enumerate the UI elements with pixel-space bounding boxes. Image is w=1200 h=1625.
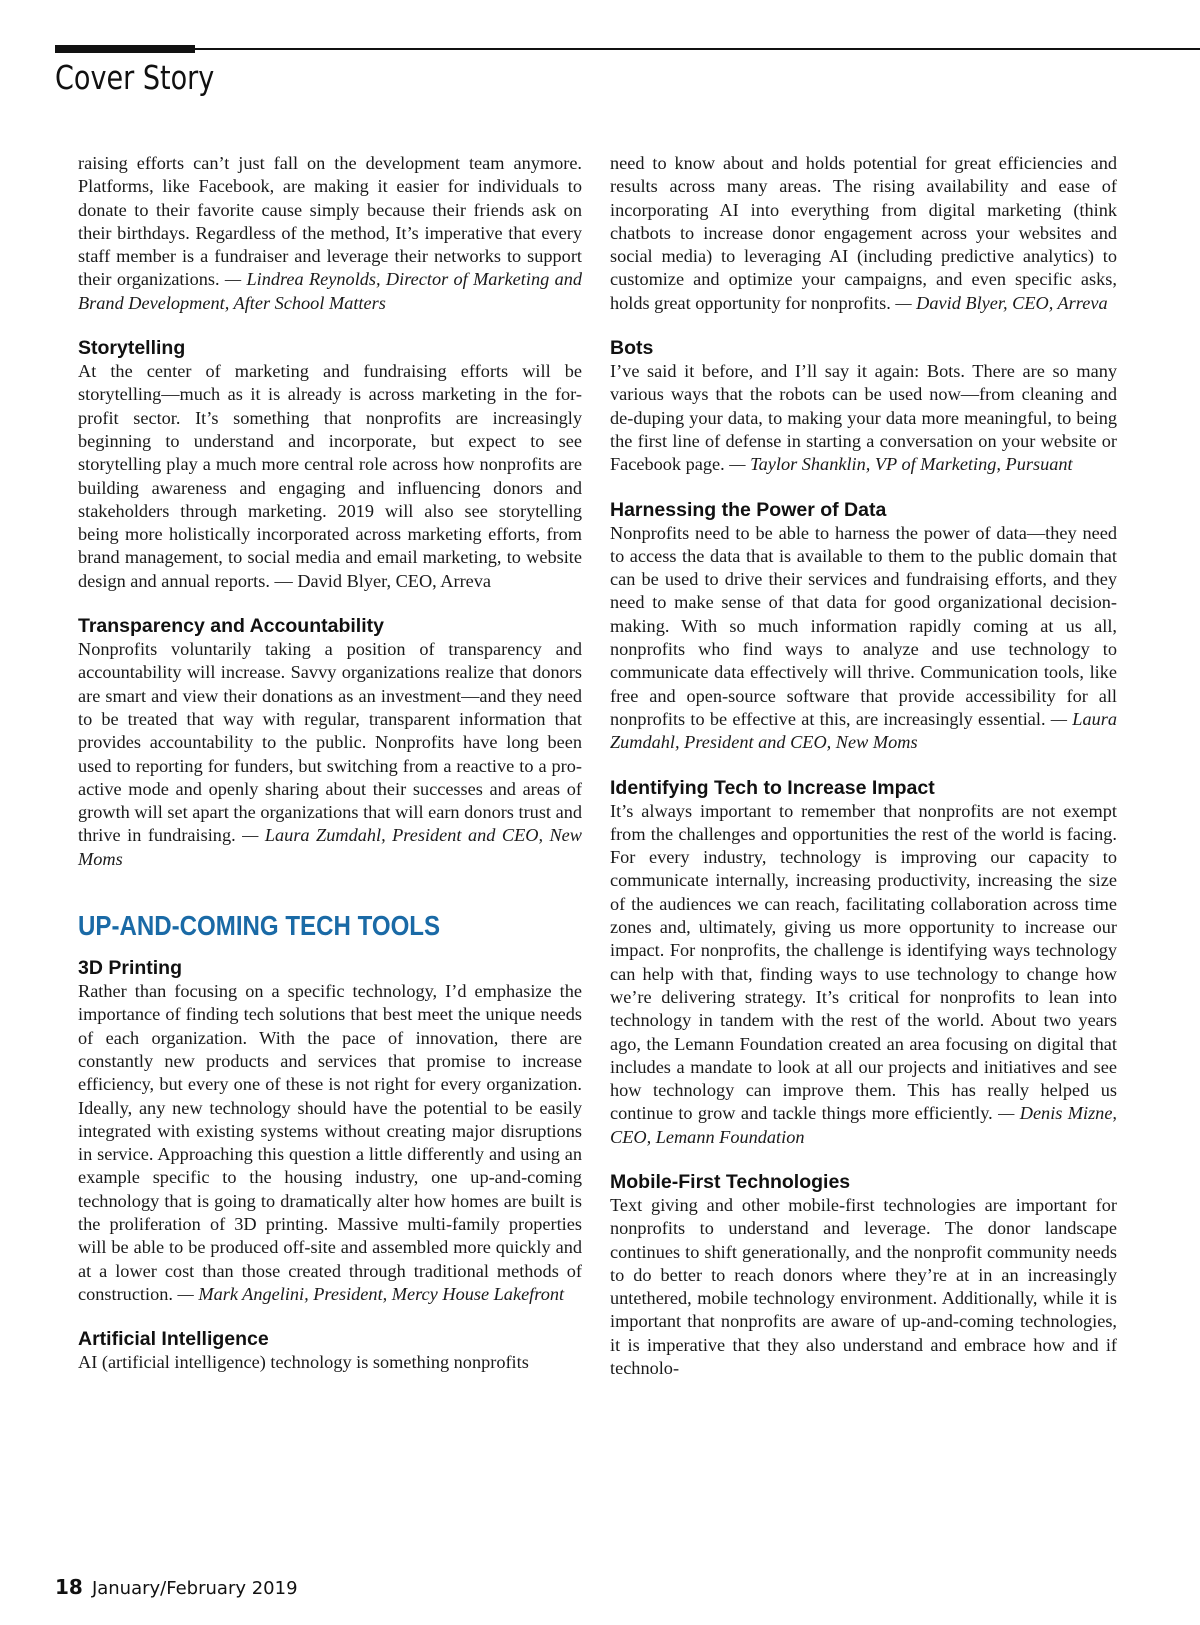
heading-up-and-coming-tech-tools: UP-AND-COMING TECH TOOLS: [78, 910, 441, 942]
attribution: — Laura Zumdahl, President and CEO, New Moms: [78, 825, 582, 869]
heading-increase-impact: Identifying Tech to Increase Impact: [610, 776, 935, 799]
heading-storytelling: Storytelling: [78, 337, 186, 360]
header-rule-thin: [195, 48, 1200, 50]
paragraph-mobile-first: Text giving and other mobile-first technologies are important for nonprofits to understand and leverage. The donor landscape continues to shift generationally, and the nonprofit community needs to do better to reach donors where they’re at in an increasingly untethered, mobile technology environment. Additionally, while it is important that nonprofits are aware of up-and-coming technologies, it is imperative that they also understand and embrace how and if technolo-: [610, 1194, 1117, 1379]
paragraph-storytelling: At the center of marketing and fundraising efforts will be storytelling—much as it is already is across marketing in the for-profit sector. It’s something that nonprofits are increasingly beginning to understand and incorporate, but expect to see storytelling play a much more central role across how nonprofits are building awareness and engaging and influencing donors and stakeholders through marketing. 2019 will also see storytelling being more holistically incorporated across marketing efforts, from brand management, to social media and email marketing, to website design and annual reports. — David Blyer, CEO, Arreva: [78, 361, 582, 591]
paragraph-transparency: Nonprofits voluntarily taking a position of transparency and accountability will increase. Savvy organizations realize that donors are smart and view their donations as an investment—and they need to be treated that way with regular, transparent information that provides accountability to the public. Nonprofits have long been used to reporting for funders, but switching from a reactive to a pro-active mode and openly sharing about their successes and areas of growth will set apart the organizations that will earn donors trust and thrive in fundraising. — Laura Zumdahl, President and CEO, New Moms: [78, 639, 582, 869]
paragraph-power-of-data: Nonprofits need to be able to harness the power of data—they need to access the data that is available to them to the public domain that can be used to drive their services and fundraising efforts, and they need to make sense of that data for good organizational decision-making. With so much information rapidly coming at us all, nonprofits who find ways to analyze and use technology to communicate data effectively will thrive. Communication tools, like free and open-source software that provide accessibility for all nonprofits to be effective at this, are increasingly essential. — Laura Zumdahl, President and CEO, New Moms: [610, 522, 1118, 753]
left-column: [78, 152, 582, 1374]
heading-artificial-intelligence: Artificial Intelligence: [78, 1328, 269, 1351]
paragraph-ai-continued: need to know about and holds potential for great efficiencies and results across many areas. The rising availability and ease of incorporating AI into everything from digital marketing (think chatbots to increase donor engagement across your websites and social media) to leveraging AI (including predictive analytics) to customize and optimize your campaigns, and even specific asks, holds great opportunity for nonprofits. — David Blyer, CEO, Arreva: [610, 153, 1117, 313]
section-label: Cover Story: [55, 58, 215, 97]
paragraph-3d-printing: Rather than focusing on a specific technology, I’d emphasize the importance of finding tech solutions that best meet the unique needs of each organization. With the pace of innovation, there are constantly new products and services that promise to increase efficiency, but every one of these is not right for every organization. Ideally, any new technology should have the potential to be easily integrated with existing systems without creating major disruptions in service. Approaching this question a little differently and using an example specific to the housing industry, one up-and-coming technology that is going to dramatically alter how homes are built is the proliferation of 3D printing. Massive multi-family properties will be able to be produced off-site and assembled more quickly and at a lower cost than those created through traditional methods of construction. — Mark Angelini, President, Mercy House Lakefront: [78, 981, 582, 1304]
paragraph-artificial-intelligence: AI (artificial intelligence) technology is something nonprofits: [78, 1352, 529, 1373]
header-rule-thick: [55, 45, 195, 53]
issue-date: January/February 2019: [91, 1578, 298, 1599]
heading-transparency: Transparency and Accountability: [78, 615, 384, 638]
heading-power-of-data: Harnessing the Power of Data: [610, 498, 887, 521]
attribution: — Mark Angelini, President, Mercy House Lakefront: [177, 1283, 565, 1304]
right-column: [610, 152, 1117, 1380]
attribution: — Taylor Shanklin, VP of Marketing, Pursuant: [729, 454, 1073, 475]
paragraph-increase-impact: It’s always important to remember that nonprofits are not exempt from the challenges and opportunities the rest of the world is facing. For every industry, technology is improving our capacity to communicate internally, increasing productivity, increasing the size of the audiences we can reach, facilitating collaboration across time zones and, ultimately, giving us more opportunity to increase our impact. For nonprofits, the challenge is identifying ways technology can help with that, finding ways to use technology to change how we’re delivering strategy. It’s critical for nonprofits to lean into technology in tandem with the rest of the world. About two years ago, the Lemann Foundation created an area focusing on digital that includes a mandate to look at all our projects and initiatives and see how technology can improve them. This has really helped us continue to grow and tackle things more efficiently. — Denis Mizne, CEO, Lemann Foundation: [610, 800, 1118, 1147]
paragraph-fundraising: raising efforts can’t just fall on the development team anymore. Platforms, like Facebook, are making it easier for individuals to donate to their favorite cause simply because their friends ask on their birthdays. Regardless of the method, It’s imperative that every staff member is a fundraiser and leverage their networks to support their organizations. — Lindrea Reynolds, Director of Marketing and Brand Development, After School Matters: [78, 153, 582, 313]
attribution: — David Blyer, CEO, Arreva: [895, 292, 1108, 313]
heading-3d-printing: 3D Printing: [78, 957, 183, 980]
paragraph-bots: I’ve said it before, and I’ll say it again: Bots. There are so many various ways that the robots can be used now—from cleaning and de-duping your data, to making your data more meaningful, to being the first line of defense in starting a conversation on your website or Facebook page. — Taylor Shanklin, VP of Marketing, Pursuant: [610, 361, 1117, 475]
attribution: — Laura Zumdahl, President and CEO, New Moms: [610, 708, 1118, 753]
attribution: — Denis Mizne, CEO, Lemann Foundation: [610, 1103, 1118, 1147]
heading-mobile-first: Mobile-First Technologies: [610, 1170, 851, 1193]
heading-bots: Bots: [610, 337, 654, 360]
attribution: — Lindrea Reynolds, Director of Marketing and Brand Development, After School Matters: [78, 269, 582, 313]
page-footer: [55, 1575, 298, 1599]
page-number: 18: [55, 1575, 83, 1599]
